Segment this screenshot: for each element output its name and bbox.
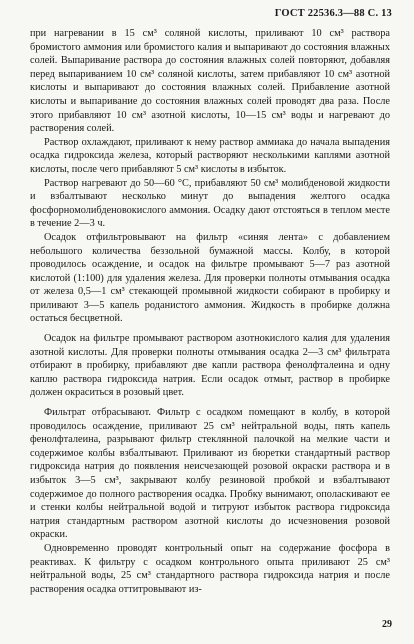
paragraph-6: Фильтрат отбрасывают. Фильтр с осадком помещают в колбу, в которой проводилось осаждение, приливают 25 см³ нейтральной воды, пять капель фенолфталеина, разрывают фильтр стеклянной палочкой на мелкие части и содержимое колбы взбалтывают. Приливают из бюретки стандартный раствор гидроксида натрия до появления неисчезающей розовой окраски раствора и в избыток 3—5 см³, закрывают колбу резиновой пробкой и взбалтывают содержимое до полного растворения осадка. Пробку вынимают, ополаскивают ее и стенки колбы нейтральной водой и титруют избыток раствора гидроксида натрия стандартным раствором азотной кислоты до исчезновения розовой окраски.	[30, 407, 390, 541]
page-header: ГОСТ 22536.3—88 С. 13	[274, 8, 392, 19]
paragraph-2: Раствор охлаждают, приливают к нему раствор аммиака до начала выпадения осадка гидроксида железа, который растворяют несколькими каплями азотной кислоты, после чего прибавляют 5 см³ кислоты в избыток.	[30, 136, 390, 175]
body-text	[30, 27, 390, 596]
paragraph-4: Осадок отфильтровывают на фильтр «синяя лента» с добавлением небольшого количества беззольной бумажной массы. Колбу, в которой проводилось осаждение, и осадок на фильтре промывают 5—7 раз азотной кислотой (1:100) для удаления железа. Для проверки полноты отмывания осадка от железа 0,5—1 см³ стекающей промывной жидкости собирают в пробирку и приливают 3—5 капель роданистого аммония. Жидкость в пробирке должна остаться бесцветной.	[30, 231, 390, 325]
paragraph-5: Осадок на фильтре промывают раствором азотнокислого калия для удаления азотной кислоты. Для проверки полноты отмывания осадка 2—3 см³ фильтрата отбирают в пробирку, прибавляют две капли раствора фенолфталеина и одну каплю раствора гидроксида натрия. Если осадок отмыт, раствор в пробирке должен окраситься в розовый цвет.	[30, 333, 390, 399]
paragraph-7: Одновременно проводят контрольный опыт на содержание фосфора в реактивах. К фильтру с осадком контрольного опыта приливают 25 см³ нейтральной воды, 25 см³ стандартного раствора гидроксида натрия и после растворения осадка оттитровывают из-	[30, 542, 390, 595]
page-number: 29	[382, 619, 392, 630]
paragraph-3: Раствор нагревают до 50—60 °C, прибавляют 50 см³ молибденовой жидкости и взбалтывают несколько минут до выпадения желтого осадка фосфорномолибденовокислого аммония. Осадку дают отстояться в теплом месте в течение 2—3 ч.	[30, 177, 390, 230]
paragraph-1: при нагревании в 15 см³ соляной кислоты, приливают 10 см³ раствора бромистого аммония или бромистого калия и выпаривают до состояния влажных солей. Выпаривание раствора до состояния влажных солей повторяют, добавляя перед выпариванием 10 см³ соляной кислоты, затем прибавляют 10 см³ азотной кислоты и выпаривают до состояния влажных солей. Прибавление азотной кислоты и выпаривание до состояния влажных солей проводят два раза. После этого прибавляют 10 см³ азотной кислоты, 10—15 см³ воды и нагревают до растворения солей.	[30, 28, 390, 135]
